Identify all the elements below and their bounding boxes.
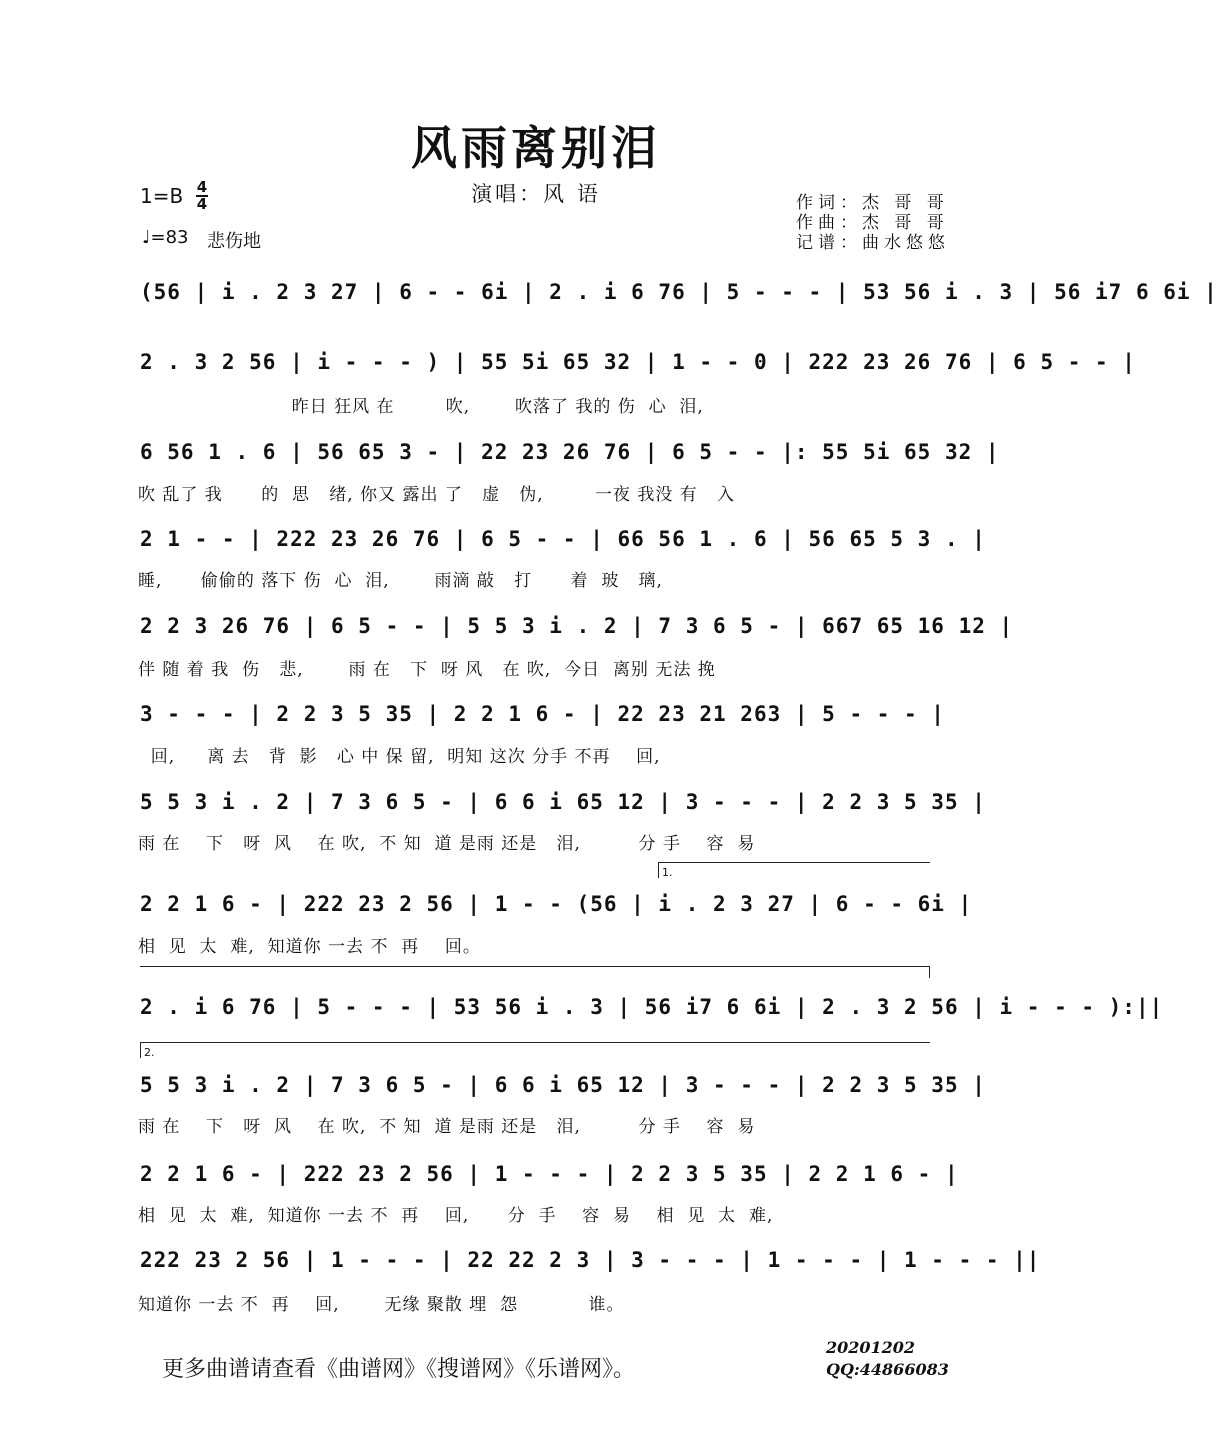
lyric-line-3: 吹 乱了 我 的 思 绪, 你又 露出 了 虚 伪, 一夜 我没 有 入 (138, 485, 735, 505)
notation-line-12: 222 23 2 56 | 1 - - - | 22 22 2 3 | 3 - - - | 1 - - - | 1 - - - || (140, 1248, 1041, 1272)
ending-2-bracket (140, 1042, 930, 1043)
qq-contact: QQ:44866083 (826, 1360, 949, 1379)
time-signature (196, 180, 208, 212)
ending-2-label: 2. (144, 1046, 155, 1059)
lyric-line-2: 昨日 狂风 在 吹, 吹落了 我的 伤 心 泪, (138, 397, 704, 417)
notation-line-5: 2 2 3 26 76 | 6 5 - - | 5 5 3 i . 2 | 7 3 6 5 - | 667 65 16 12 | (140, 614, 1014, 638)
lyricist: 作词：杰 哥 哥 (796, 193, 949, 213)
notation-line-8: 2 2 1 6 - | 222 23 2 56 | 1 - - (56 | i . 2 3 27 | 6 - - 6i | (140, 892, 973, 916)
ending-1-label: 1. (662, 866, 673, 879)
lyric-line-10: 雨 在 下 呀 风 在 吹, 不 知 道 是雨 还是 泪, 分 手 容 易 (138, 1117, 756, 1137)
ending-1-continuation-side (929, 966, 930, 978)
lyric-line-5: 伴 随 着 我 伤 悲, 雨 在 下 呀 风 在 吹, 今日 离别 无法 挽 (138, 660, 716, 680)
transcriber: 记谱：曲水悠悠 (796, 233, 950, 253)
song-title: 风雨离别泪 (411, 121, 661, 175)
notation-line-1: (56 | i . 2 3 27 | 6 - - 6i | 2 . i 6 76 | 5 - - - | 53 56 i . 3 | 56 i7 6 6i | (140, 280, 1218, 304)
lyric-line-11: 相 见 太 难, 知道你 一去 不 再 回, 分 手 容 易 相 见 太 难, (138, 1206, 774, 1226)
time-bottom: 4 (196, 195, 208, 213)
ending-1-bracket-side (658, 862, 659, 878)
tempo-mark: ♩=83 (142, 227, 189, 248)
notation-line-9: 2 . i 6 76 | 5 - - - | 53 56 i . 3 | 56 i7 6 6i | 2 . 3 2 56 | i - - - ):|| (140, 995, 1164, 1019)
lyric-line-7: 雨 在 下 呀 风 在 吹, 不 知 道 是雨 还是 泪, 分 手 容 易 (138, 834, 756, 854)
mood-mark: 悲伤地 (207, 231, 261, 252)
notation-line-10: 5 5 3 i . 2 | 7 3 6 5 - | 6 6 i 65 12 | 3 - - - | 2 2 3 5 35 | (140, 1073, 986, 1097)
lyric-line-8: 相 见 太 难, 知道你 一去 不 再 回。 (138, 937, 481, 957)
notation-line-6: 3 - - - | 2 2 3 5 35 | 2 2 1 6 - | 22 23 21 263 | 5 - - - | (140, 702, 945, 726)
lyric-line-4: 睡, 偷偷的 落下 伤 心 泪, 雨滴 敲 打 着 玻 璃, (138, 571, 663, 591)
ending-1-continuation (140, 966, 930, 967)
notation-line-7: 5 5 3 i . 2 | 7 3 6 5 - | 6 6 i 65 12 | 3 - - - | 2 2 3 5 35 | (140, 790, 986, 814)
date-stamp: 20201202 (826, 1338, 916, 1357)
notation-line-4: 2 1 - - | 222 23 26 76 | 6 5 - - | 66 56 1 . 6 | 56 65 5 3 . | (140, 527, 986, 551)
singer: 演唱：风 语 (471, 182, 601, 206)
key-signature: 1=B (140, 184, 184, 208)
footer-note: 更多曲谱请查看《曲谱网》《搜谱网》《乐谱网》。 (162, 1357, 636, 1382)
time-top: 4 (196, 178, 208, 196)
lyric-line-12: 知道你 一去 不 再 回, 无缘 聚散 埋 怨 谁。 (138, 1295, 625, 1315)
lyric-line-6: 回, 离 去 背 影 心 中 保 留, 明知 这次 分手 不再 回, (138, 747, 661, 767)
ending-1-bracket (658, 862, 930, 863)
notation-line-11: 2 2 1 6 - | 222 23 2 56 | 1 - - - | 2 2 3 5 35 | 2 2 1 6 - | (140, 1162, 959, 1186)
notation-line-3: 6 56 1 . 6 | 56 65 3 - | 22 23 26 76 | 6 5 - - |: 55 5i 65 32 | (140, 440, 1000, 464)
composer: 作曲：杰 哥 哥 (796, 213, 949, 233)
notation-line-2: 2 . 3 2 56 | i - - - ) | 55 5i 65 32 | 1 - - 0 | 222 23 26 76 | 6 5 - - | (140, 350, 1136, 374)
ending-2-bracket-side (140, 1042, 141, 1058)
